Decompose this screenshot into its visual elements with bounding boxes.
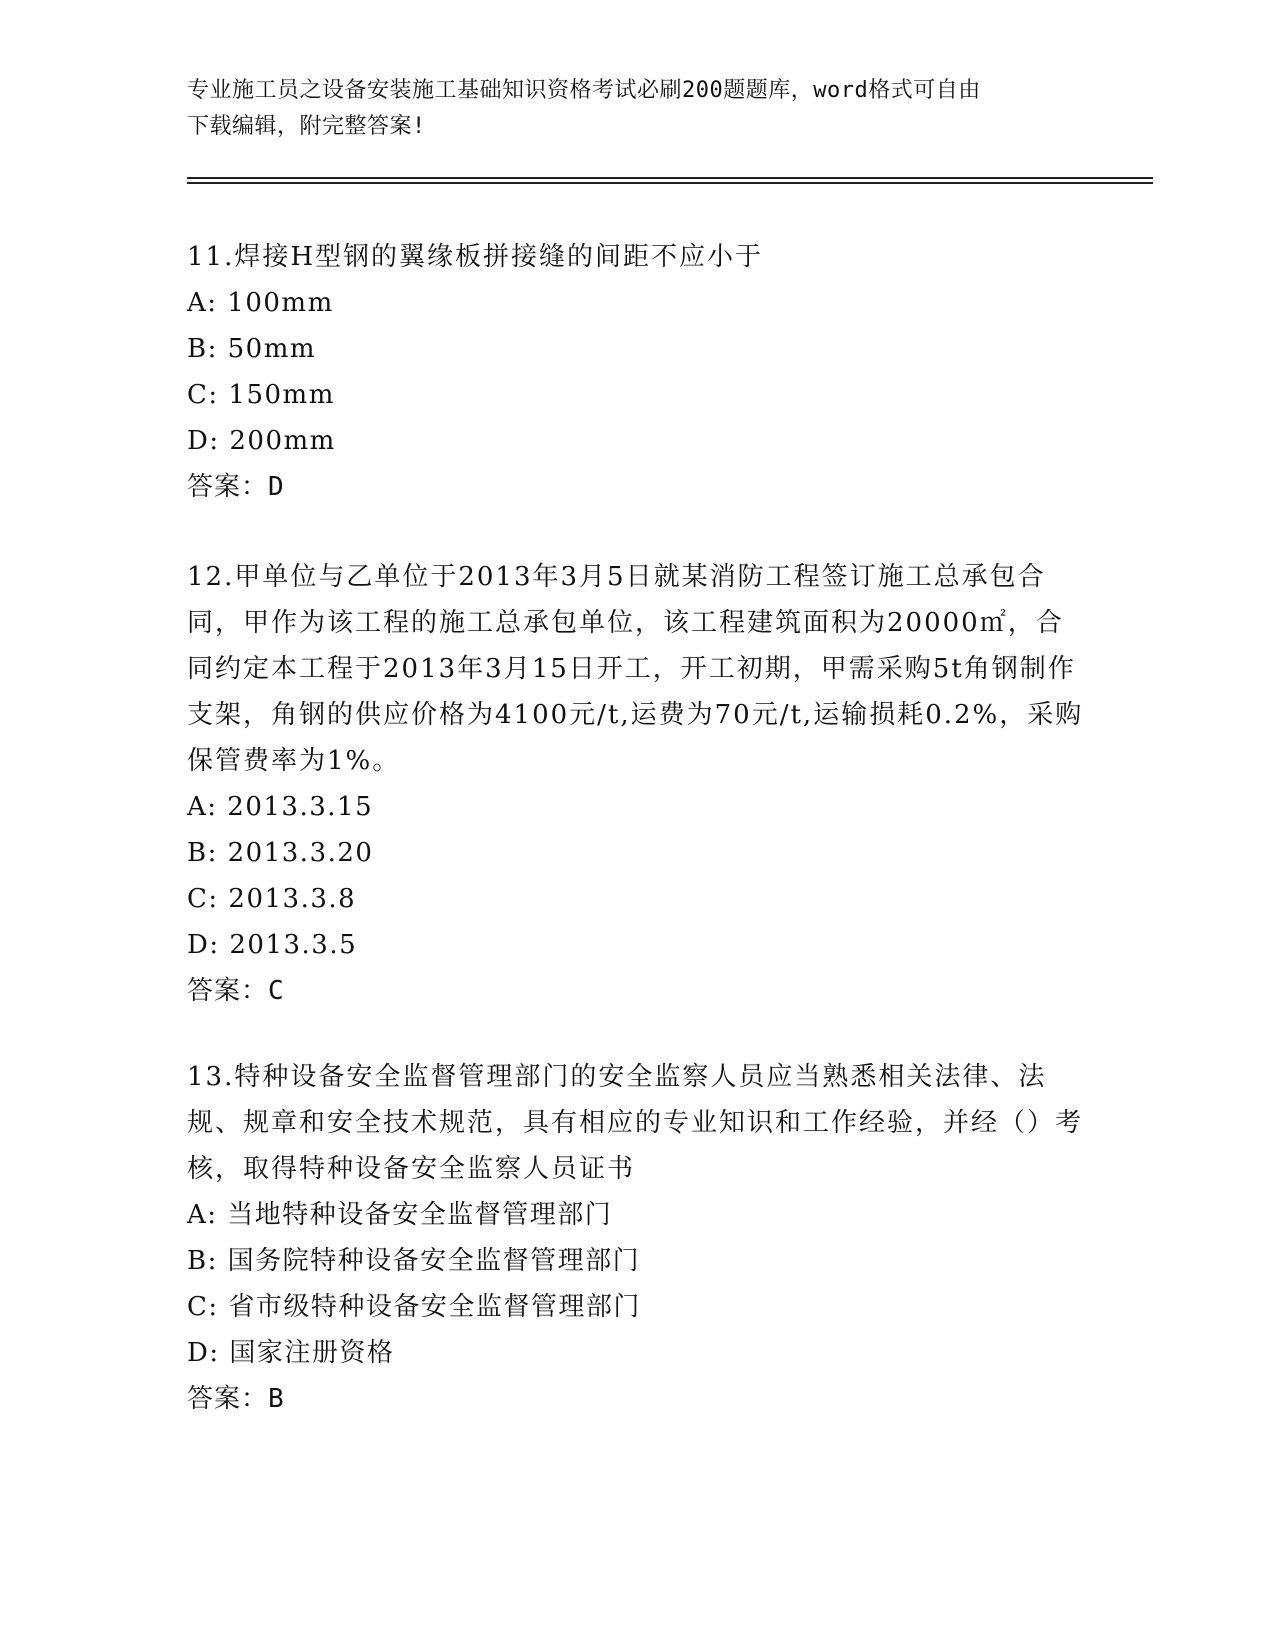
header-line-2: 下载编辑，附完整答案! — [187, 114, 426, 139]
question-13 — [187, 1054, 1087, 1422]
option-c: C: 省市级特种设备安全监督管理部门 — [187, 1292, 641, 1322]
option-a: A: 100mm — [187, 288, 334, 318]
option-d: D: 2013.3.5 — [187, 930, 358, 960]
question-stem: 13.特种设备安全监督管理部门的安全监察人员应当熟悉相关法律、法规、规章和安全技术规范，具有相应的专业知识和工作经验，并经（）考核，取得特种设备安全监察人员证书 — [187, 1062, 1084, 1184]
option-c: C: 2013.3.8 — [187, 884, 357, 914]
header-line-1: 专业施工员之设备安装施工基础知识资格考试必刷200题题库，word格式可自由 — [187, 78, 981, 103]
option-a: A: 当地特种设备安全监督管理部门 — [187, 1200, 613, 1230]
option-d: D: 国家注册资格 — [187, 1338, 395, 1368]
question-stem: 11.焊接H型钢的翼缘板拼接缝的间距不应小于 — [187, 242, 764, 272]
answer: 答案：C — [187, 976, 285, 1006]
document-header — [187, 73, 1067, 145]
question-12 — [187, 554, 1087, 1014]
option-b: B: 50mm — [187, 334, 317, 364]
header-divider-top — [187, 177, 1153, 179]
question-stem: 12.甲单位与乙单位于2013年3月5日就某消防工程签订施工总承包合同，甲作为该工程的施工总承包单位，该工程建筑面积为20000㎡，合同约定本工程于2013年3月15日开工，开工初期，甲需采购5t角钢制作支架，角钢的供应价格为4100元/t,运费为70元/t,运输损耗0.2%，采购保管费率为1%。 — [187, 562, 1084, 776]
answer: 答案：B — [187, 1384, 285, 1414]
option-c: C: 150mm — [187, 380, 335, 410]
question-11 — [187, 234, 1087, 510]
option-b: B: 2013.3.20 — [187, 838, 374, 868]
option-a: A: 2013.3.15 — [187, 792, 374, 822]
answer: 答案：D — [187, 472, 285, 502]
option-b: B: 国务院特种设备安全监督管理部门 — [187, 1246, 641, 1276]
option-d: D: 200mm — [187, 426, 336, 456]
header-divider-bottom — [187, 182, 1153, 184]
